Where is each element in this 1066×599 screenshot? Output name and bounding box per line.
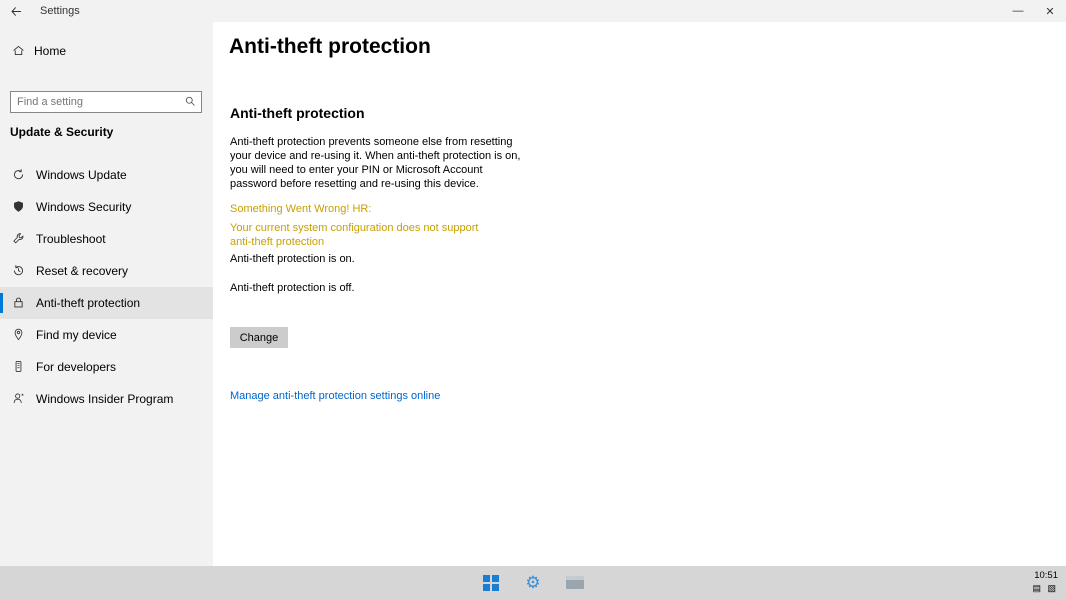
search-icon[interactable] [179, 95, 201, 110]
description-text: Anti-theft protection prevents someone else from resetting your device and re-using it. When anti-theft protection is on, you will need to enter your PIN or Microsoft Account password before resetting and re-using this device. [230, 136, 521, 190]
sidebar-item-home-label: Home [34, 44, 67, 58]
sidebar-nav-list [0, 159, 213, 415]
system-tray-icons[interactable]: ▤ ▧ [1032, 583, 1058, 593]
sidebar-item-label: For developers [36, 360, 117, 374]
sidebar-item-label: Windows Insider Program [36, 392, 174, 406]
sidebar-item-label: Troubleshoot [36, 232, 106, 246]
sidebar-item-anti-theft-protection[interactable] [0, 287, 213, 319]
content-area [213, 22, 1066, 566]
error-title: Something Went Wrong! HR: [230, 203, 372, 215]
manage-settings-online-link[interactable]: Manage anti-theft protection settings online [230, 390, 441, 402]
sidebar-item-windows-update[interactable] [0, 159, 213, 191]
sidebar-item-windows-insider-program[interactable] [0, 383, 213, 415]
sidebar-item-windows-security[interactable] [0, 191, 213, 223]
person-icon [12, 392, 36, 407]
clock-time: 10:51 [1034, 570, 1058, 581]
minimize-button[interactable]: — [1012, 5, 1024, 17]
sidebar [0, 22, 213, 566]
sidebar-item-home[interactable] [0, 38, 213, 64]
section-heading: Anti-theft protection [230, 105, 365, 121]
code-icon [12, 360, 36, 375]
sidebar-item-label: Reset & recovery [36, 264, 129, 278]
close-button[interactable]: ✕ [1045, 5, 1055, 18]
search-input[interactable] [11, 91, 179, 113]
sidebar-item-find-my-device[interactable] [0, 319, 213, 351]
sidebar-category-header: Update & Security [10, 125, 114, 139]
status-on-text: Anti-theft protection is on. [230, 253, 355, 265]
sidebar-item-label: Find my device [36, 328, 117, 342]
taskbar [0, 566, 1066, 599]
search-box[interactable] [10, 91, 202, 113]
sidebar-item-for-developers[interactable] [0, 351, 213, 383]
sidebar-item-label: Anti-theft protection [36, 296, 141, 310]
change-button[interactable]: Change [230, 327, 288, 348]
status-off-text: Anti-theft protection is off. [230, 282, 355, 294]
lock-icon [12, 296, 36, 311]
sidebar-item-reset-recovery[interactable] [0, 255, 213, 287]
window-title: Settings [40, 5, 80, 17]
taskbar-file-explorer-button[interactable] [563, 571, 587, 595]
sidebar-item-label: Windows Security [36, 200, 132, 214]
title-bar [0, 0, 1066, 22]
folder-icon [566, 576, 584, 589]
start-button[interactable] [479, 571, 503, 595]
location-icon [12, 328, 36, 343]
window-controls [1002, 0, 1066, 22]
start-icon [483, 575, 499, 591]
page-title: Anti-theft protection [229, 35, 431, 58]
history-icon [12, 264, 36, 279]
taskbar-settings-button[interactable] [521, 571, 545, 595]
wrench-icon [12, 232, 36, 247]
sidebar-item-label: Windows Update [36, 168, 127, 182]
shield-icon [12, 200, 36, 215]
clock-area[interactable] [1032, 570, 1058, 594]
gear-icon: ⚙ [525, 573, 541, 592]
taskbar-center-group [0, 566, 1066, 599]
refresh-icon [12, 168, 36, 183]
back-button[interactable] [0, 0, 32, 22]
error-detail: Your current system configuration does not support anti-theft protection [230, 222, 479, 248]
home-icon [12, 44, 34, 59]
sidebar-item-troubleshoot[interactable] [0, 223, 213, 255]
